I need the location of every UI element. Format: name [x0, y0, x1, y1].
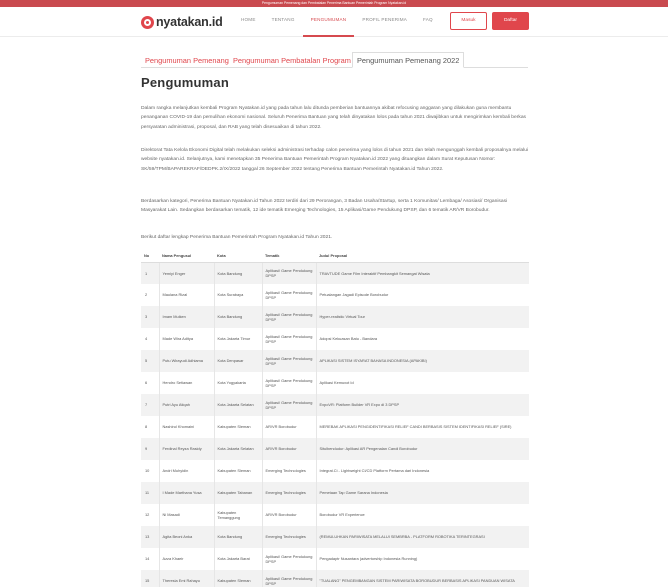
navbar	[0, 7, 668, 37]
cell-tematik: Aplikasi/ Game Pendukung DPSP	[262, 548, 316, 570]
cell-no: 8	[145, 424, 148, 430]
cell-kota: Kota Denpasar	[214, 350, 262, 372]
cell-no: 6	[145, 380, 148, 386]
cell-judul-proposal: APLIKASI SISTEM ISYARAT BAHASA INDONESIA (APAKIBI)	[316, 350, 529, 372]
table-row	[141, 526, 529, 548]
cell-judul-proposal: Integrat.Ci - Lightweight CI/CD Platform Pertama dari Indonesia	[316, 460, 529, 482]
cell-kota: Kabupaten Temanggung	[214, 504, 262, 526]
main-nav	[233, 7, 441, 37]
logo-text: nyatakan.id	[156, 15, 223, 29]
table-row	[141, 548, 529, 570]
page-title: Pengumuman	[141, 75, 229, 90]
table-body	[141, 262, 529, 587]
cell-judul-proposal: (REMULUHKAN PARIWISATA MELALUI SEMBRBA - PLATFORM ROBOTIKA TERINTEGRASI	[316, 526, 529, 548]
table-row	[141, 306, 529, 328]
cell-nama-pengusul: Azza Khaeir	[159, 548, 214, 570]
cell-nama-pengusul: Andri Muhyidin	[159, 460, 214, 482]
cell-kota: Kota Jakarta Timur	[214, 328, 262, 350]
table-row	[141, 328, 529, 350]
cell-judul-proposal: Borobudur VR Experience	[316, 504, 529, 526]
cell-nama-pengusul: Imam Muiken	[159, 306, 214, 328]
cell-judul-proposal: Situlbendudur: Aplikasi AR Pengenalan Candi Borobudur	[316, 438, 529, 460]
cell-kota: Kabupaten Sleman	[214, 570, 262, 587]
table-row	[141, 570, 529, 587]
cell-tematik: Aplikasi/ Game Pendukung DPSP	[262, 328, 316, 350]
cell-judul-proposal: MEREBAK APLIKASI PENGIDENTIFIKASI RELIEF CANDI BERBASIS SISTEM IDENTIFIKASI RELIEF (SIRE)	[316, 416, 529, 438]
cell-no: 11	[145, 490, 150, 496]
col-header-nama: Nama Pengusul	[159, 250, 214, 262]
cell-judul-proposal: Aplikasi Kemuxot Id	[316, 372, 529, 394]
cell-kota: Kota Surabaya	[214, 284, 262, 306]
cell-kota: Kota Jakarta Selatan	[214, 438, 262, 460]
cell-tematik: AR/VR Borobudur	[262, 438, 316, 460]
register-button[interactable]: Daftar	[492, 12, 529, 30]
cell-tematik: Emerging Technologies	[262, 460, 316, 482]
cell-nama-pengusul: Ni Masadi	[159, 504, 214, 526]
logo[interactable]	[141, 14, 223, 30]
selection-paragraph: Direktorat Tata Kelola Ekonomi Digital telah melakukan seleksi administrasi terhadap calon penerima yang lolos di tahun 2021 dan telah mengunggah kembali proposalnya melalui website nyatakan.id. Selanjutnya, kami menetapkan 35 Penerima Bantuan Pemerintah Program Nyatakan.id 2022 yang dituangkan dalam Surat Keputusan Nomor: SK/59/TPM/BAPAREKRAF/DEDPK.2/IX/2022 tanggal 26 September 2022 tentang Penerima Bantuan Pemerintah Nyatakan.id Tahun 2022.	[141, 148, 529, 172]
cell-judul-proposal: "TUALANG" PENGEMBANGAN SISTEM PARIWISATA BOROBUDUR BERBASIS APLIKASI PANDUAN WISATA	[316, 570, 529, 587]
col-header-tematik: Tematik	[262, 250, 316, 262]
table-row	[141, 262, 529, 284]
cell-kota: Kabupaten Sleman	[214, 460, 262, 482]
cell-tematik: Aplikasi/ Game Pendukung DPSP	[262, 350, 316, 372]
cell-nama-pengusul: Maulana Rizal	[159, 284, 214, 306]
cell-nama-pengusul: Yemiyi Enger	[159, 262, 214, 284]
cell-judul-proposal: Adopsi Kekuasan Batu - Bandara	[316, 328, 529, 350]
cell-no: 14	[145, 556, 150, 562]
cell-no: 15	[145, 578, 150, 584]
col-header-kota: Kota	[214, 250, 262, 262]
cell-tematik: Aplikasi/ Game Pendukung DPSP	[262, 372, 316, 394]
cell-no: 4	[145, 336, 148, 342]
table-row	[141, 482, 529, 504]
nav-home[interactable]: HOME	[241, 17, 256, 22]
cell-no: 12	[145, 512, 150, 518]
announcement-tabs	[141, 50, 528, 68]
cell-nama-pengusul: Nashirul Khomaini	[159, 416, 214, 438]
cell-tematik: AR/VR Borobudur	[262, 416, 316, 438]
intro-paragraph: Dalam rangka melanjutkan kembali Program Nyatakan.id yang pada tahun lalu ditunda pemberian bantuannya akibat refocusing anggaran yang dilakukan guna membantu penanganan COVID-19 dan pemulihan ekonomi nasional. Seluruh Penerima Bantuan yang telah dinyatakan lolos pada tahun 2021 diwajibkan untuk mengirimkan kembali berkas persyaratan administrasi, proposal, dan RAB yang telah disesuaikan di tahun 2022.	[141, 106, 526, 130]
category-paragraph: Berdasarkan kategori, Penerima Bantuan Nyatakan.id Tahun 2022 terdiri dari 29 Perorangan, 3 Badan Usaha/Startup, serta 1 Komunitas/ Lembaga/ Asosiasi/ Organisasi Masyarakat Lain. Sedangkan berdasarkan tematik, 12 ide tematik Emerging Technologies, 15 Aplikasi/Game Pendukung DPSP, dan 6 tematik AR/VR Borobudur.	[141, 199, 508, 214]
cell-kota: Kota Jakarta Barat	[214, 548, 262, 570]
cell-tematik: Aplikasi/ Game Pendukung DPSP	[262, 284, 316, 306]
cell-nama-pengusul: Putu Wirayudi Adhiama	[159, 350, 214, 372]
cell-tematik: Emerging Technologies	[262, 482, 316, 504]
table-row	[141, 438, 529, 460]
nav-tentang[interactable]: TENTANG	[271, 17, 295, 22]
tab-pengumuman-pemenang-2022[interactable]: Pengumuman Pemenang 2022	[352, 52, 464, 68]
cell-no: 9	[145, 446, 148, 452]
cell-tematik: AR/VR Borobudur	[262, 504, 316, 526]
cell-kota: Kota Bandung	[214, 306, 262, 328]
cell-no: 13	[145, 534, 150, 540]
col-header-no: No	[141, 250, 159, 262]
cell-kota: Kabupaten Tabanan	[214, 482, 262, 504]
cell-nama-pengusul: I Made Marthana Yusa	[159, 482, 214, 504]
nav-pengumuman[interactable]: PENGUMUMAN	[303, 7, 355, 37]
cell-kota: Kota Yogyakarta	[214, 372, 262, 394]
login-button[interactable]: Masuk	[450, 12, 487, 30]
cell-nama-pengusul: Ferdinal Reyza Rasidy	[159, 438, 214, 460]
logo-icon	[141, 16, 154, 29]
tab-pengumuman-pembatalan[interactable]: Pengumuman Pembatalan Program	[233, 56, 351, 65]
cell-tematik: Aplikasi/ Game Pendukung DPSP	[262, 394, 316, 416]
cell-tematik: Aplikasi/ Game Pendukung DPSP	[262, 262, 316, 284]
cell-nama-pengusul: Agita Beoni Anka	[159, 526, 214, 548]
table-header-row	[141, 250, 529, 262]
cell-no: 1	[145, 270, 148, 276]
cell-no: 7	[145, 402, 148, 408]
table-row	[141, 460, 529, 482]
cell-kota: Kota Bandung	[214, 526, 262, 548]
cell-kota: Kota Jakarta Selatan	[214, 394, 262, 416]
table-row	[141, 416, 529, 438]
cell-no: 2	[145, 292, 148, 298]
cell-judul-proposal: Pemetaan Tap Game Sarana Indonesia	[316, 482, 529, 504]
nav-faq[interactable]: FAQ	[423, 17, 433, 22]
cell-kota: Kabupaten Sleman	[214, 416, 262, 438]
nav-profil-penerima[interactable]: PROFIL PENERIMA	[362, 17, 408, 22]
table-row	[141, 350, 529, 372]
cell-tematik: Aplikasi/ Game Pendukung DPSP	[262, 570, 316, 587]
cell-nama-pengusul: Made Wira Aditya	[159, 328, 214, 350]
cell-no: 5	[145, 358, 148, 364]
col-header-judul: Judul Proposal	[316, 250, 529, 262]
cell-kota: Kota Bandung	[214, 262, 262, 284]
cell-judul-proposal: Pengadaptr Nusantara (advertorship Indonesia Running)	[316, 548, 529, 570]
table-row	[141, 504, 529, 526]
table-row	[141, 394, 529, 416]
cell-nama-pengusul: Putri Ayu Atiqah	[159, 394, 214, 416]
cell-judul-proposal: ExpoVR: Platform Builder VR Expo di 3 DPSP	[316, 394, 529, 416]
cell-judul-proposal: Petualangan Jagadi Episode Borobudur	[316, 284, 529, 306]
list-intro-paragraph: Berikut daftar lengkap Penerima Bantuan Pemerintah Program Nyatakan.id Tahun 2021.	[141, 235, 333, 240]
table-row	[141, 284, 529, 306]
cell-judul-proposal: Hyper-realistic Virtual Tour	[316, 306, 529, 328]
cell-tematik: Aplikasi/ Game Pendukung DPSP	[262, 306, 316, 328]
table-row	[141, 372, 529, 394]
recipients-table	[141, 250, 529, 587]
cell-no: 3	[145, 314, 148, 320]
cell-no: 10	[145, 468, 150, 474]
cell-nama-pengusul: Hendro Setiawan	[159, 372, 214, 394]
cell-tematik: Emerging Technologies	[262, 526, 316, 548]
tab-pengumuman-pemenang[interactable]: Pengumuman Pemenang	[145, 56, 229, 65]
cell-nama-pengusul: Theresia Emi Rahayu	[159, 570, 214, 587]
announcement-bar[interactable]: Pengumuman Pemenang dan Pembatalan Penerima Bantuan Pemerintah Program Nyatakan.id	[0, 0, 668, 7]
cell-judul-proposal: TRAVTUDE Game Film Interaktif Pembangkit Semangat Wisata	[316, 262, 529, 284]
